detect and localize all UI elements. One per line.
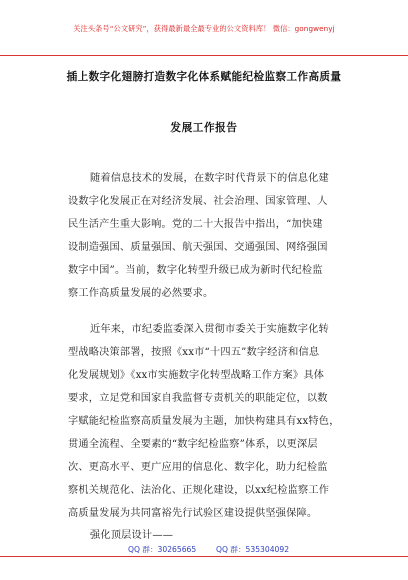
- body-line: 高质量发展为共同富裕先行试验区建设提供坚强保障。: [68, 508, 318, 519]
- body-line: 设制造强国、质量强国、航天强国、交通强国、网络强国: [68, 242, 328, 253]
- header-banner: [0, 0, 408, 56]
- body-line: 察机关规范化、法治化、正规化建设，以xx纪检监察工作: [68, 485, 330, 496]
- document-title-line-1: 插上数字化翅膀打造数字化体系赋能纪检监察工作高质量: [66, 71, 342, 83]
- body-line: 强化顶层设计——: [90, 530, 174, 541]
- body-line: 贯通全流程、全要素的“数字纪检监察”体系，以更深层: [68, 439, 318, 450]
- body-line: 察工作高质量发展的必然要求。: [68, 288, 214, 299]
- body-line: 近年来，市纪委监委深入贯彻市委关于实施数字化转: [90, 324, 329, 335]
- footer-qq-group-1: QQ 群：30265665: [128, 545, 197, 554]
- document-title-line-2: 发展工作报告: [170, 122, 238, 134]
- body-line: 字赋能纪检监察高质量发展为主题，加快构建具有xx特色，: [68, 416, 340, 427]
- footer-qq-group-2: QQ 群：535304092: [216, 545, 290, 554]
- body-line: 随着信息技术的发展，在数字时代背景下的信息化建: [90, 173, 329, 184]
- footer-banner: [0, 556, 408, 580]
- body-line: 设数字化发展正在对经济发展、社会治理、国家管理、人: [68, 196, 328, 207]
- body-line: 数字中国”。当前，数字化转型升级已成为新时代纪检监: [68, 265, 323, 276]
- body-line: 化发展规划》《xx市实施数字化转型战略工作方案》具体: [68, 370, 325, 381]
- body-line: 民生活产生重大影响。党的二十大报告中指出，“加快建: [68, 219, 323, 230]
- body-line: 型战略决策部署，按照《xx市“十四五”数字经济和信息: [68, 347, 320, 358]
- body-line: 次、更高水平、更广应用的信息化、数字化，助力纪检监: [68, 462, 328, 473]
- header-promo-text: 关注头条号“公文研究”，获得最新最全最专业的公文资料库！ 微信：gongwenyj: [73, 24, 335, 33]
- body-line: 要求，立足党和国家自我监督专责机关的职能定位，以数: [68, 393, 328, 404]
